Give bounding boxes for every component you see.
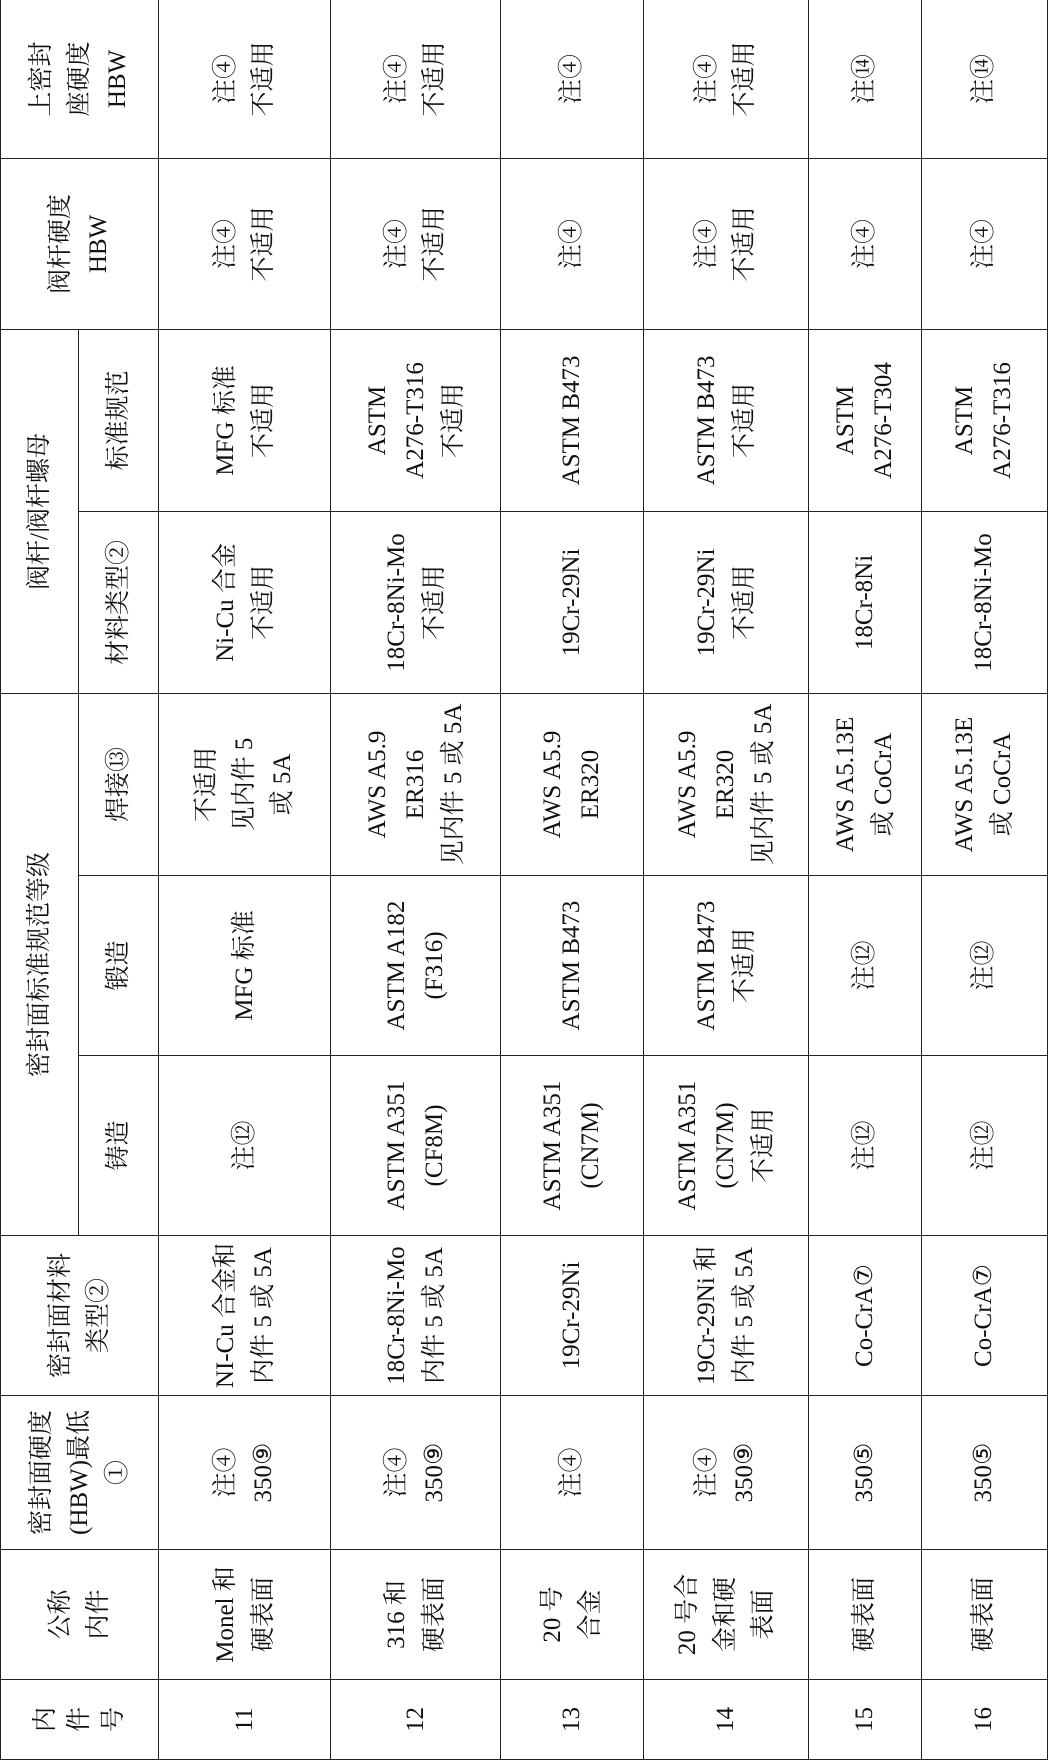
cell-item-no: 15	[808, 1680, 921, 1760]
header-backseat-hardness: 上密封座硬度HBW	[1, 0, 159, 158]
cell-backseat-hardness: 注⑭	[921, 0, 1047, 158]
cell-stem-spec: MFG 标准 不适用	[159, 329, 331, 511]
cell-seat-material: 19Cr-29Ni	[501, 1236, 644, 1396]
header-stem-spec: 标准规范	[79, 329, 159, 511]
cell-weld: AWS A5.13E 或 CoCrA	[808, 693, 921, 875]
cell-stem-hardness: 注④ 不适用	[331, 158, 501, 329]
cell-stem-material: 18Cr-8Ni	[808, 511, 921, 693]
cell-cast: 注⑫	[921, 1056, 1047, 1236]
cell-stem-spec: ASTM B473 不适用	[644, 329, 809, 511]
cell-seat-hardness: 注④	[501, 1396, 644, 1550]
cell-seat-material: Co-CrA⑦	[808, 1236, 921, 1396]
cell-seat-hardness: 注④ 350⑨	[159, 1396, 331, 1550]
cell-seat-hardness: 350⑤	[808, 1396, 921, 1550]
cell-weld: AWS A5.9 ER320	[501, 693, 644, 875]
cell-stem-material: 18Cr-8Ni-Mo 不适用	[331, 511, 501, 693]
cell-stem-spec: ASTM A276-T316 不适用	[331, 329, 501, 511]
cell-cast: 注⑫	[159, 1056, 331, 1236]
cell-stem-spec: ASTM A276-T316	[921, 329, 1047, 511]
cell-forged: ASTM B473 不适用	[644, 876, 809, 1056]
cell-backseat-hardness: 注⑭	[808, 0, 921, 158]
cell-stem-material: 19Cr-29Ni 不适用	[644, 511, 809, 693]
cell-stem-hardness: 注④	[501, 158, 644, 329]
cell-cast: ASTM A351 (CN7M)	[501, 1056, 644, 1236]
header-row-1	[1, 0, 79, 1760]
cell-item-no: 12	[331, 1680, 501, 1760]
cell-item-no: 13	[501, 1680, 644, 1760]
cell-item-no: 16	[921, 1680, 1047, 1760]
cell-item-no: 14	[644, 1680, 809, 1760]
cell-weld: AWS A5.13E 或 CoCrA	[921, 693, 1047, 875]
cell-seat-material: 18Cr-8Ni-Mo 内件 5 或 5A	[331, 1236, 501, 1396]
cell-trim-name: Monel 和 硬表面	[159, 1550, 331, 1680]
cell-trim-name: 316 和 硬表面	[331, 1550, 501, 1680]
cell-trim-name: 硬表面	[921, 1550, 1047, 1680]
header-item-no: 内件号	[1, 1680, 159, 1760]
cell-forged: 注⑫	[808, 876, 921, 1056]
cell-trim-name: 20 号 合金	[501, 1550, 644, 1680]
table-row	[331, 0, 501, 1760]
cell-backseat-hardness: 注④ 不适用	[644, 0, 809, 158]
cell-seat-material: 19Cr-29Ni 和 内件 5 或 5A	[644, 1236, 809, 1396]
cell-forged: MFG 标准	[159, 876, 331, 1056]
cell-weld: AWS A5.9 ER316 见内件 5 或 5A	[331, 693, 501, 875]
cell-trim-name: 硬表面	[808, 1550, 921, 1680]
cell-seat-hardness: 注④ 350⑨	[331, 1396, 501, 1550]
cell-trim-name: 20 号合 金和硬 表面	[644, 1550, 809, 1680]
table-row	[501, 0, 644, 1760]
header-seat-spec-group: 密封面标准规范等级	[1, 693, 79, 1235]
header-trim-name: 公称内件	[1, 1550, 159, 1680]
header-weld: 焊接⑬	[79, 693, 159, 875]
table-row	[159, 0, 331, 1760]
cell-weld: AWS A5.9 ER320 见内件 5 或 5A	[644, 693, 809, 875]
header-seat-hardness: 密封面硬度(HBW)最低①	[1, 1396, 159, 1550]
cell-stem-material: Ni-Cu 合金 不适用	[159, 511, 331, 693]
cell-stem-hardness: 注④	[808, 158, 921, 329]
cell-seat-material: Co-CrA⑦	[921, 1236, 1047, 1396]
header-stem-material: 材料类型②	[79, 511, 159, 693]
header-forged: 锻造	[79, 876, 159, 1056]
header-stem-group: 阀杆/阀杆螺母	[1, 329, 79, 693]
cell-stem-hardness: 注④	[921, 158, 1047, 329]
cell-stem-material: 19Cr-29Ni	[501, 511, 644, 693]
header-stem-hardness: 阀杆硬度HBW	[1, 158, 159, 329]
cell-cast: 注⑫	[808, 1056, 921, 1236]
cell-item-no: 11	[159, 1680, 331, 1760]
cell-forged: ASTM A182 (F316)	[331, 876, 501, 1056]
cell-seat-material: NI-Cu 合金和 内件 5 或 5A	[159, 1236, 331, 1396]
cell-stem-material: 18Cr-8Ni-Mo	[921, 511, 1047, 693]
cell-backseat-hardness: 注④ 不适用	[331, 0, 501, 158]
cell-backseat-hardness: 注④ 不适用	[159, 0, 331, 158]
cell-forged: ASTM B473	[501, 876, 644, 1056]
table-row	[808, 0, 921, 1760]
table-row	[644, 0, 809, 1760]
cell-stem-spec: ASTM B473	[501, 329, 644, 511]
cell-weld: 不适用 见内件 5 或 5A	[159, 693, 331, 875]
cell-cast: ASTM A351 (CF8M)	[331, 1056, 501, 1236]
header-seat-material: 密封面材料类型②	[1, 1236, 159, 1396]
cell-backseat-hardness: 注④	[501, 0, 644, 158]
cell-stem-hardness: 注④ 不适用	[644, 158, 809, 329]
table-row	[921, 0, 1047, 1760]
cell-stem-hardness: 注④ 不适用	[159, 158, 331, 329]
cell-stem-spec: ASTM A276-T304	[808, 329, 921, 511]
header-cast: 铸造	[79, 1056, 159, 1236]
cell-forged: 注⑫	[921, 876, 1047, 1056]
cell-cast: ASTM A351 (CN7M) 不适用	[644, 1056, 809, 1236]
cell-seat-hardness: 350⑤	[921, 1396, 1047, 1550]
cell-seat-hardness: 注④ 350⑨	[644, 1396, 809, 1550]
